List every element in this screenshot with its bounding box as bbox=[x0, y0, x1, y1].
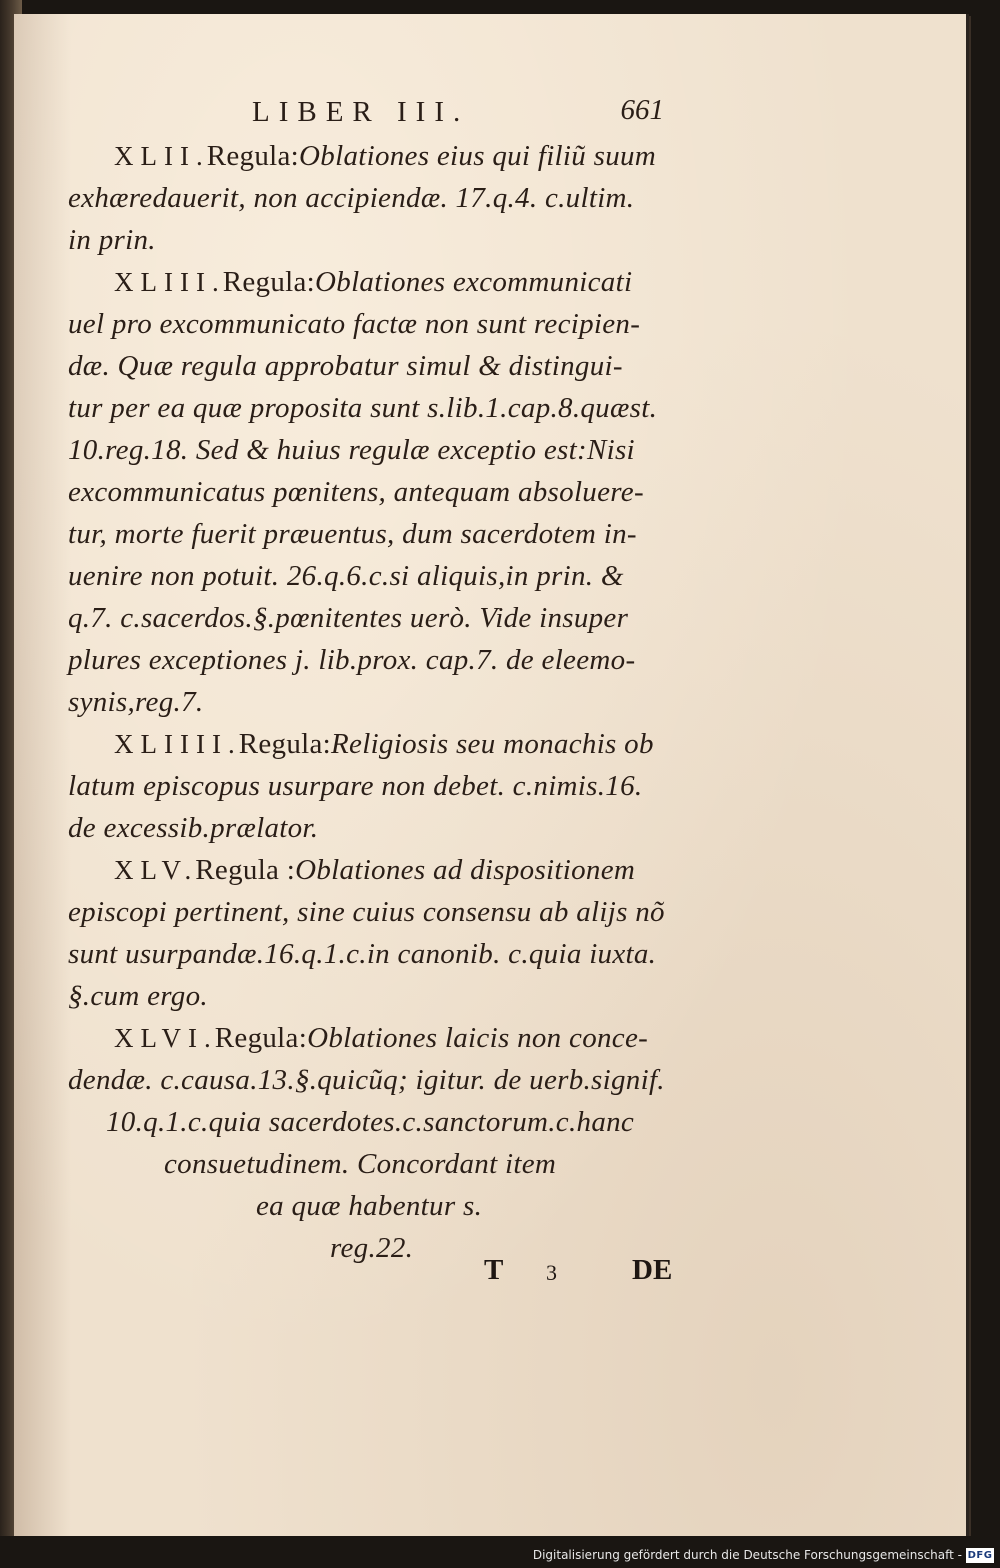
line-text: Oblationes excommunicati bbox=[315, 266, 633, 298]
text-line: excommunicatus pœnitens, antequam absoluere- bbox=[68, 476, 644, 508]
text-line: dæ. Quæ regula approbatur simul & distingui- bbox=[68, 350, 623, 382]
line-text: Religiosis seu monachis ob bbox=[331, 728, 654, 760]
text-line: q.7. c.sacerdos.§.pœnitentes uerò. Vide insuper bbox=[68, 602, 629, 634]
text-line: dendæ. c.causa.13.§.quicũq; igitur. de uerb.signif. bbox=[68, 1064, 665, 1096]
footer-bar bbox=[0, 1536, 1000, 1568]
rule-label: Regula: bbox=[214, 1022, 308, 1054]
text-line: tur, morte fuerit præuentus, dum sacerdotem in- bbox=[68, 518, 637, 550]
text-line bbox=[114, 854, 635, 887]
text-line: uel pro excommunicato factæ non sunt recipien- bbox=[68, 308, 641, 340]
text-line: ea quæ habentur s. bbox=[256, 1190, 483, 1222]
line-text: Oblationes eius qui filiũ suum bbox=[299, 140, 657, 172]
rule-number: XLV. bbox=[114, 855, 199, 885]
rule-label: Regula: bbox=[238, 728, 332, 760]
text-line: in prin. bbox=[68, 224, 156, 256]
text-line: episcopi pertinent, sine cuius consensu ab alijs nõ bbox=[68, 896, 665, 928]
text-line bbox=[114, 266, 632, 299]
text-line: plures exceptiones j. lib.prox. cap.7. de eleemo- bbox=[68, 644, 636, 676]
text-line: consuetudinem. Concordant item bbox=[164, 1148, 557, 1180]
digitization-credit: Digitalisierung gefördert durch die Deutsche Forschungsgemeinschaft - bbox=[532, 1548, 962, 1562]
rule-label: Regula : bbox=[195, 854, 296, 886]
text-line bbox=[114, 140, 656, 173]
text-line: latum episcopus usurpare non debet. c.nimis.16. bbox=[68, 770, 643, 802]
text-line: 10.reg.18. Sed & huius regulæ exceptio est:Nisi bbox=[68, 434, 635, 466]
rule-label: Regula: bbox=[206, 140, 300, 172]
text-line: uenire non potuit. 26.q.6.c.si aliquis,in prin. & bbox=[68, 560, 624, 592]
rule-number: XLIII. bbox=[114, 267, 226, 297]
catchword: DE bbox=[632, 1254, 673, 1286]
text-line: de excessib.prælator. bbox=[68, 812, 319, 844]
folio-number: 661 bbox=[620, 94, 664, 126]
rule-number: XLIIII. bbox=[114, 729, 242, 759]
signature-mark: T bbox=[484, 1254, 504, 1286]
text-line: exhæredauerit, non accipiendæ. 17.q.4. c.ultim. bbox=[68, 182, 635, 214]
text-line: reg.22. bbox=[330, 1232, 414, 1264]
text-line bbox=[114, 1022, 648, 1055]
text-line bbox=[114, 728, 654, 761]
dfg-logo: DFG bbox=[967, 1550, 993, 1561]
text-line: synis,reg.7. bbox=[68, 686, 204, 718]
line-text: Oblationes ad dispositionem bbox=[295, 854, 636, 886]
running-title: LIBER III. bbox=[252, 96, 470, 128]
text-line: tur per ea quæ proposita sunt s.lib.1.cap.8.quæst. bbox=[68, 392, 658, 424]
signature-number: 3 bbox=[546, 1260, 557, 1285]
text-line: sunt usurpandæ.16.q.1.c.in canonib. c.quia iuxta. bbox=[68, 938, 657, 970]
text-line: 10.q.1.c.quia sacerdotes.c.sanctorum.c.hanc bbox=[106, 1106, 635, 1138]
rule-number: XLII. bbox=[114, 141, 210, 171]
rule-label: Regula: bbox=[222, 266, 316, 298]
text-line: §.cum ergo. bbox=[68, 980, 208, 1012]
rule-number: XLVI. bbox=[114, 1023, 218, 1053]
book-page bbox=[14, 14, 969, 1536]
line-text: Oblationes laicis non conce- bbox=[307, 1022, 649, 1054]
